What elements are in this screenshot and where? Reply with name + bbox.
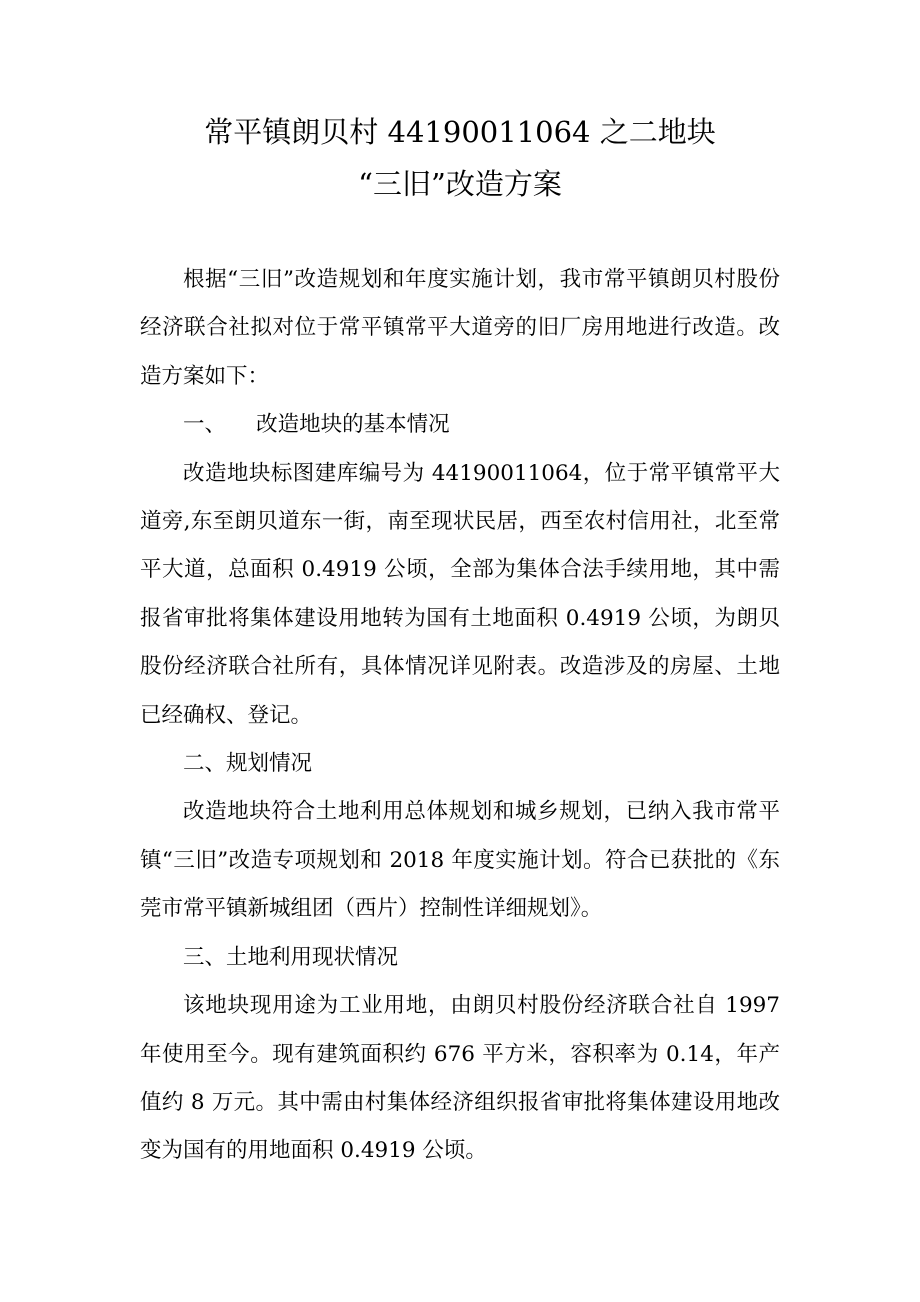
- section-2-title: 规划情况: [226, 751, 313, 777]
- section-3-heading: [140, 934, 780, 982]
- intro-paragraph: 根据“三旧”改造规划和年度实施计划，我市常平镇朗贝村股份经济联合社拟对位于常平镇常平大道旁的旧厂房用地进行改造。改造方案如下：: [140, 267, 780, 389]
- document-body: [140, 256, 780, 1176]
- section-2-body: 改造地块符合土地利用总体规划和城乡规划，已纳入我市常平镇“三旧”改造专项规划和 2018 年度实施计划。符合已获批的《东莞市常平镇新城组团（西片）控制性详细规划》。: [140, 799, 780, 922]
- section-1-body: 改造地块标图建库编号为 44190011064，位于常平镇常平大道旁,东至朗贝道东一街，南至现状民居，西至农村信用社，北至常平大道，总面积 0.4919 公顷，全部为集体合法手续用地，其中需报省审批将集体建设用地转为国有土地面积 0.4919 公顷，为朗贝股份经济联合社所有，具体情况详见附表。改造涉及的房屋、土地已经确权、登记。: [140, 460, 780, 728]
- section-3-number: 三、: [183, 944, 227, 970]
- section-3-title: 土地利用现状情况: [226, 944, 399, 970]
- section-2-heading: [140, 740, 780, 788]
- document-title-line2: “三旧”改造方案: [358, 167, 562, 201]
- section-1-title: 改造地块的基本情况: [256, 412, 450, 438]
- document-title-line1: 常平镇朗贝村 44190011064 之二地块: [204, 115, 716, 149]
- section-3-body: 该地块现用途为工业用地，由朗贝村股份经济联合社自 1997 年使用至今。现有建筑面积约 676 平方米，容积率为 0.14，年产值约 8 万元。其中需由村集体经济组织报省审批将集体建设用地改变为国有的用地面积 0.4919 公顷。: [140, 993, 780, 1164]
- section-1-number: 一、: [183, 412, 227, 438]
- section-1-heading: [140, 401, 780, 449]
- section-2-number: 二、: [183, 751, 227, 777]
